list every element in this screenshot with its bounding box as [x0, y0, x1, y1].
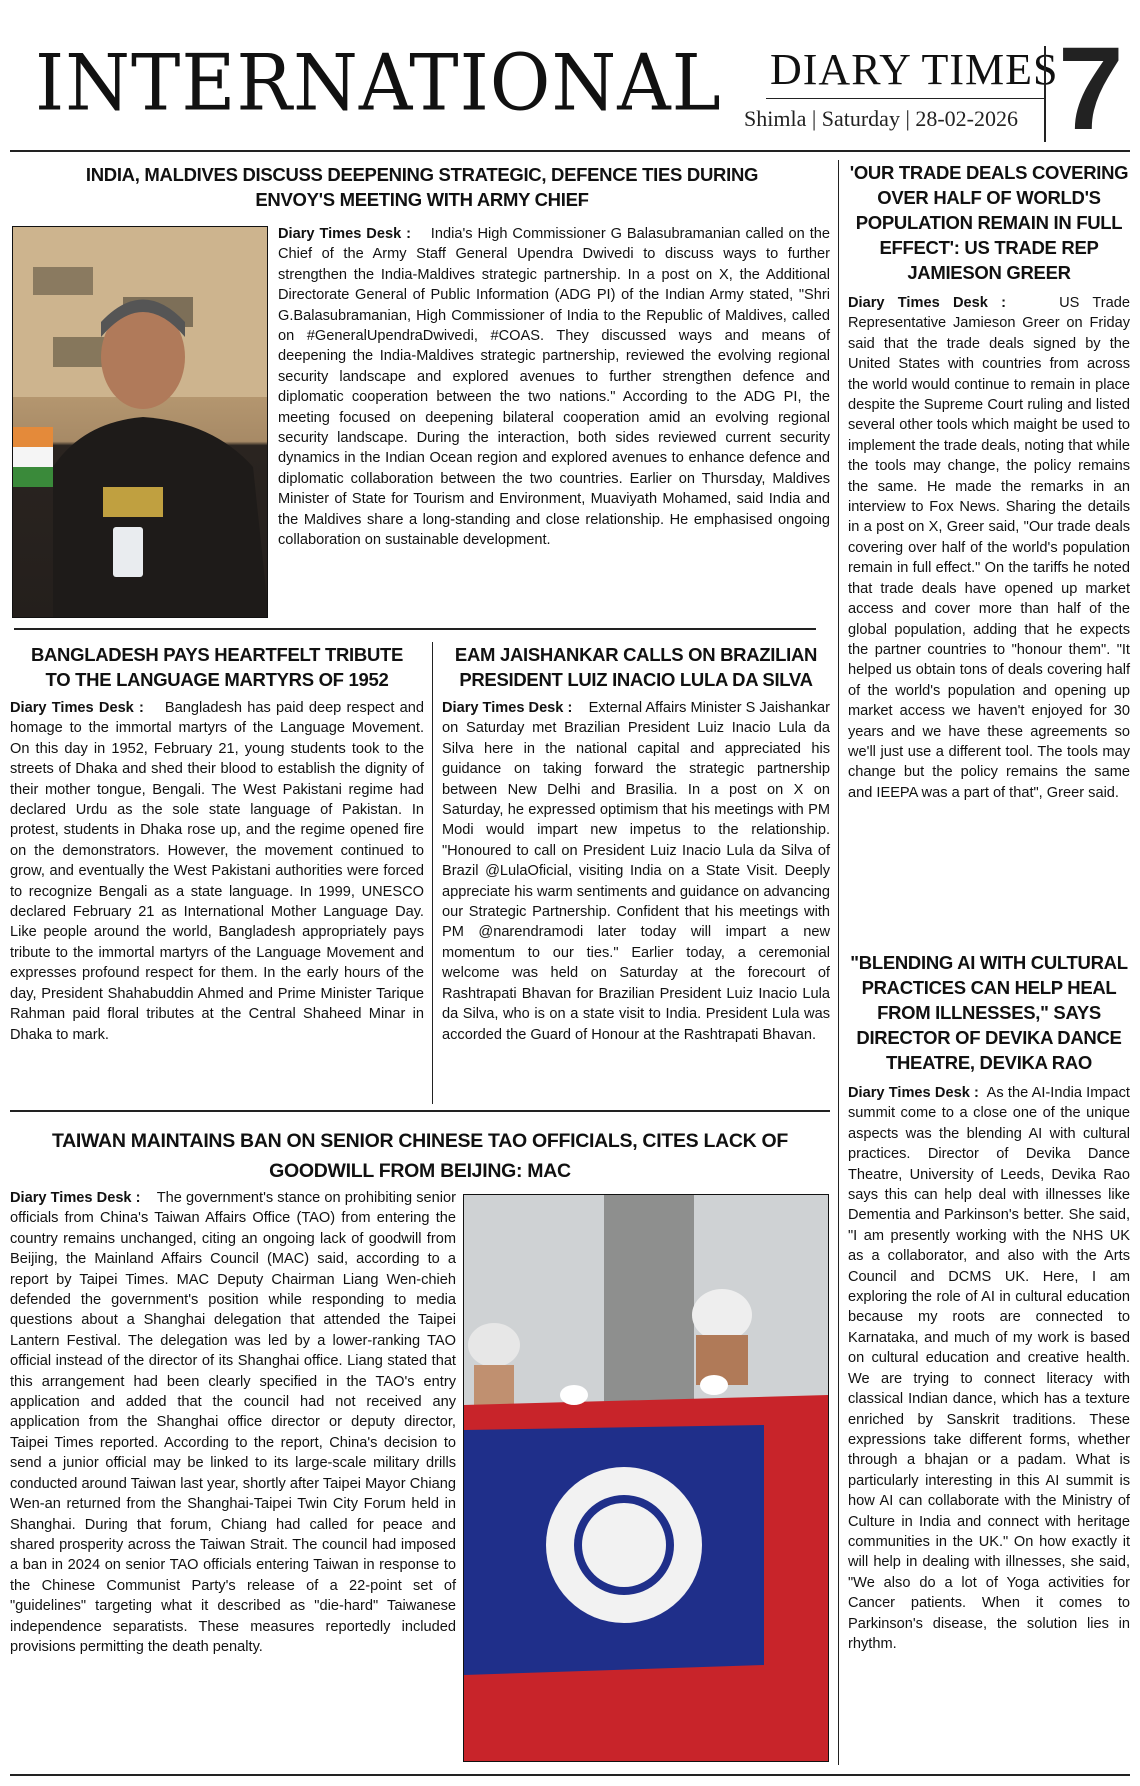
- section-title: INTERNATIONAL: [35, 37, 722, 129]
- headline: EAM JAISHANKAR CALLS ON BRAZILIAN PRESIDENT LUIZ INACIO LULA DA SILVA: [454, 644, 818, 690]
- article-jaishankar: [442, 642, 830, 1045]
- article-body: [848, 293, 1130, 803]
- byline: Diary Times Desk :: [848, 1085, 979, 1101]
- dateline: Shimla | Saturday | 28-02-2026: [744, 106, 1019, 131]
- article-text: US Trade Representative Jamieson Greer on Friday said that the trade deals signed by the United States with countries from across the world would continue to remain in place despite the Supreme Court ruling and listed several other tools which maight be used to implement the trade deals, noting that while the tools may change, the policy remains the same. He made the remarks in an interview to Fox News. Sharing the details in a post on X, Greer said, "Our trade deals covering over half of the world's population remain in full effect." On the tariffs he noted that trade deals have opened up market access and cover more than half of the global population, adding that he expects the partner countries to "honour them". "It helped us obtain tons of deals covering half of the world's population and opening up market access we haven't enjoyed for 30 years and we have these agreements so we'll just use a different tool. The tools may change but the policy remains the same and IEEPA was a part of that", Greer said.: [848, 295, 1130, 801]
- article-us-trade: [848, 160, 1130, 803]
- headline: INDIA, MALDIVES DISCUSS DEEPENING STRATEGIC, DEFENCE TIES DURING ENVOY'S MEETING WITH ARMY CHIEF: [85, 164, 759, 210]
- byline: Diary Times Desk :: [278, 226, 412, 242]
- article-body: [10, 1188, 456, 1657]
- article-body: [278, 224, 830, 551]
- army-chief-photo: [12, 226, 268, 618]
- headline: BANGLADESH PAYS HEARTFELT TRIBUTE TO THE LANGUAGE MARTYRS OF 1952: [30, 644, 404, 690]
- footer-rule: [10, 1774, 1130, 1776]
- column-divider: [432, 642, 433, 1104]
- divider: [766, 98, 1046, 99]
- article-devika-rao: [848, 950, 1130, 1654]
- article-text: External Affairs Minister S Jaishankar on Saturday met Brazilian President Luiz Inacio Lula da Silva here in the national capital and appreciated his guidance on taking forward the strategic partnership between New Delhi and Brasilia. In a post on X on Saturday, he expressed optimism that his meetings with PM Modi would impart new impetus to the relationship. "Honoured to call on President Luiz Inacio Lula da Silva of Brazil @LulaOficial, visiting India on a State Visit. Deeply appreciate his warm sentiments and guidance on advancing our Strategic Partnership. Confident that his meetings with PM @narendramodi later today will impart a new momentum to our ties." Earlier today, a ceremonial welcome was held on Saturday at the forecourt of Rashtrapati Bhavan for Brazilian President Luiz Inacio Lula da Silva, who is on a state visit to India. President Lula was accorded the Guard of Honour at the Rashtrapati Bhavan.: [442, 700, 831, 1043]
- byline: Diary Times Desk :: [10, 1190, 141, 1206]
- newspaper-brand: DIARY TIMES: [770, 45, 1059, 94]
- article-india-maldives: [14, 162, 830, 212]
- headline: 'OUR TRADE DEALS COVERING OVER HALF OF WORLD'S POPULATION REMAIN IN FULL EFFECT': US TRADE REP JAMIESON GREER: [849, 162, 1129, 283]
- byline: Diary Times Desk :: [848, 295, 1006, 311]
- byline: Diary Times Desk :: [442, 700, 573, 716]
- article-text: Bangladesh has paid deep respect and homage to the immortal martyrs of the Language Movement. On this day in 1952, February 21, young students took to the streets of Dhaka and shed their blood to establish the dignity of their mother tongue, Bengali. The West Pakistani regime had declared Urdu as the sole state language of Pakistan. In protest, students in Dhaka rose up, and the regime opened fire on the demonstrators. However, the movement continued to grow, and eventually the West Pakistani authorities were forced to recognize Bengali as a state language. In 1999, UNESCO declared February 21 as International Mother Language Day. Like people around the world, Bangladesh appropriately pays tribute to the immortal martyrs of the Language Movement and expresses profound respect for them. In the early hours of the day, President Shahabuddin Ahmed and Prime Minister Tarique Rahman paid floral tributes at the Central Shaheed Minar in Dhaka to mark.: [10, 700, 424, 1043]
- divider: [10, 1110, 830, 1112]
- byline: Diary Times Desk :: [10, 700, 144, 716]
- article-text: India's High Commissioner G Balasubramanian called on the Chief of the Army Staff General Upendra Dwivedi to discuss ways to further strengthen the India-Maldives strategic partnership. In a post on X, the Additional Directorate General of Public Information (ADG PI) of the Indian Army stated, "Shri G.Balasubramanian, High Commissioner of India to the Republic of Maldives, called on #GeneralUpendraDwivedi, #COAS. They discussed ways and means of deepening the India-Maldives strategic partnership, reviewed the evolving regional security landscape and explored avenues to further strengthen defence and diplomatic cooperation between the two nations." According to the ADG PI, the meeting focused on deepening bilateral cooperation amid an evolving regional security landscape. During the interaction, both sides reviewed current security dynamics in the Indian Ocean region and explored avenues to enhance defence and diplomatic collaboration between the two countries. Earlier on Thursday, Maldives Minister of State for Tourism and Environment, Muaviyath Mohamed, said India and the Maldives share a long-standing and close relationship. He emphasised ongoing collaboration on sustainable development.: [278, 226, 830, 549]
- divider: [1044, 46, 1046, 142]
- article-body: [10, 698, 424, 1045]
- article-taiwan: [10, 1126, 830, 1186]
- column-divider: [838, 160, 839, 1765]
- article-text: The government's stance on prohibiting senior officials from China's Taiwan Affairs Office (TAO) from entering the country remains unchanged, citing an ongoing lack of goodwill from Beijing, the Mainland Affairs Council (MAC) said, according to a report by Taipei Times. MAC Deputy Chairman Liang Wen-chieh defended the government's position while responding to media questions about a Shanghai delegation that attended the Taipei Lantern Festival. The delegation was led by a lower-ranking TAO official instead of the director of its Shanghai office. Liang stated that this arrangement had been clearly specified in the TAO's entry application and added that the council had not received any application from the Shanghai office director or deputy director, Taipei Times reported. According to the report, China's decision to send a junior official may be linked to its large-scale military drills conducted around Taiwan last year, shortly after Taipei Mayor Chiang Wen-an returned from the Shanghai-Taipei Twin City Forum held in Shanghai. During that forum, Chiang had called for peace and shared prosperity across the Taiwan Strait. The council had imposed a ban in 2024 on senior TAO officials entering Taiwan in response to the Chinese Communist Party's release of a 22-point set of "guidelines" targeting what it described as "die-hard" Taiwanese independence separatists. These measures reportedly included provisions permitting the death penalty.: [10, 1190, 456, 1655]
- header-rule: [10, 150, 1130, 152]
- article-bangladesh: [10, 642, 424, 1045]
- taiwan-flag-photo: [463, 1194, 829, 1762]
- divider: [14, 628, 816, 630]
- article-body: [848, 1083, 1130, 1654]
- headline: TAIWAN MAINTAINS BAN ON SENIOR CHINESE TAO OFFICIALS, CITES LACK OF GOODWILL FROM BEIJING: MAC: [51, 1130, 789, 1182]
- headline: "BLENDING AI WITH CULTURAL PRACTICES CAN HELP HEAL FROM ILLNESSES," SAYS DIRECTOR OF DEVIKA DANCE THEATRE, DEVIKA RAO: [850, 952, 1128, 1073]
- page-number: 7: [1058, 23, 1124, 155]
- article-body: [442, 698, 830, 1045]
- article-text: As the AI-India Impact summit come to a close one of the unique aspects was the blending AI with cultural practices. Director of Devika Dance Theatre, University of Leeds, Devika Rao says this can help deal with illnesses like Dementia and Parkinson's better. She said, "I am presently working with the NHS UK as a collaborator, and also with the Arts Council and DCMS UK. Here, I am exploring the role of AI in cultural education because my roots are connected to Karnataka, and much of my work is based on cultural education and creative health. We are trying to connect literacy with classical Indian dance, which has a texture enriched by Sanskrit traditions. These expressions take different forms, whether through a bhajan or a padam. What is particularly interesting in this AI summit is how AI can collaborate with the Ministry of Culture in India and connect with heritage communities in the UK." On how exactly it will help in dealing with illnesses, she said, "We also do a lot of Yoga activities for Cancer patients. When it comes to Parkinson's disease, the solution lies in rhythm.: [848, 1085, 1130, 1652]
